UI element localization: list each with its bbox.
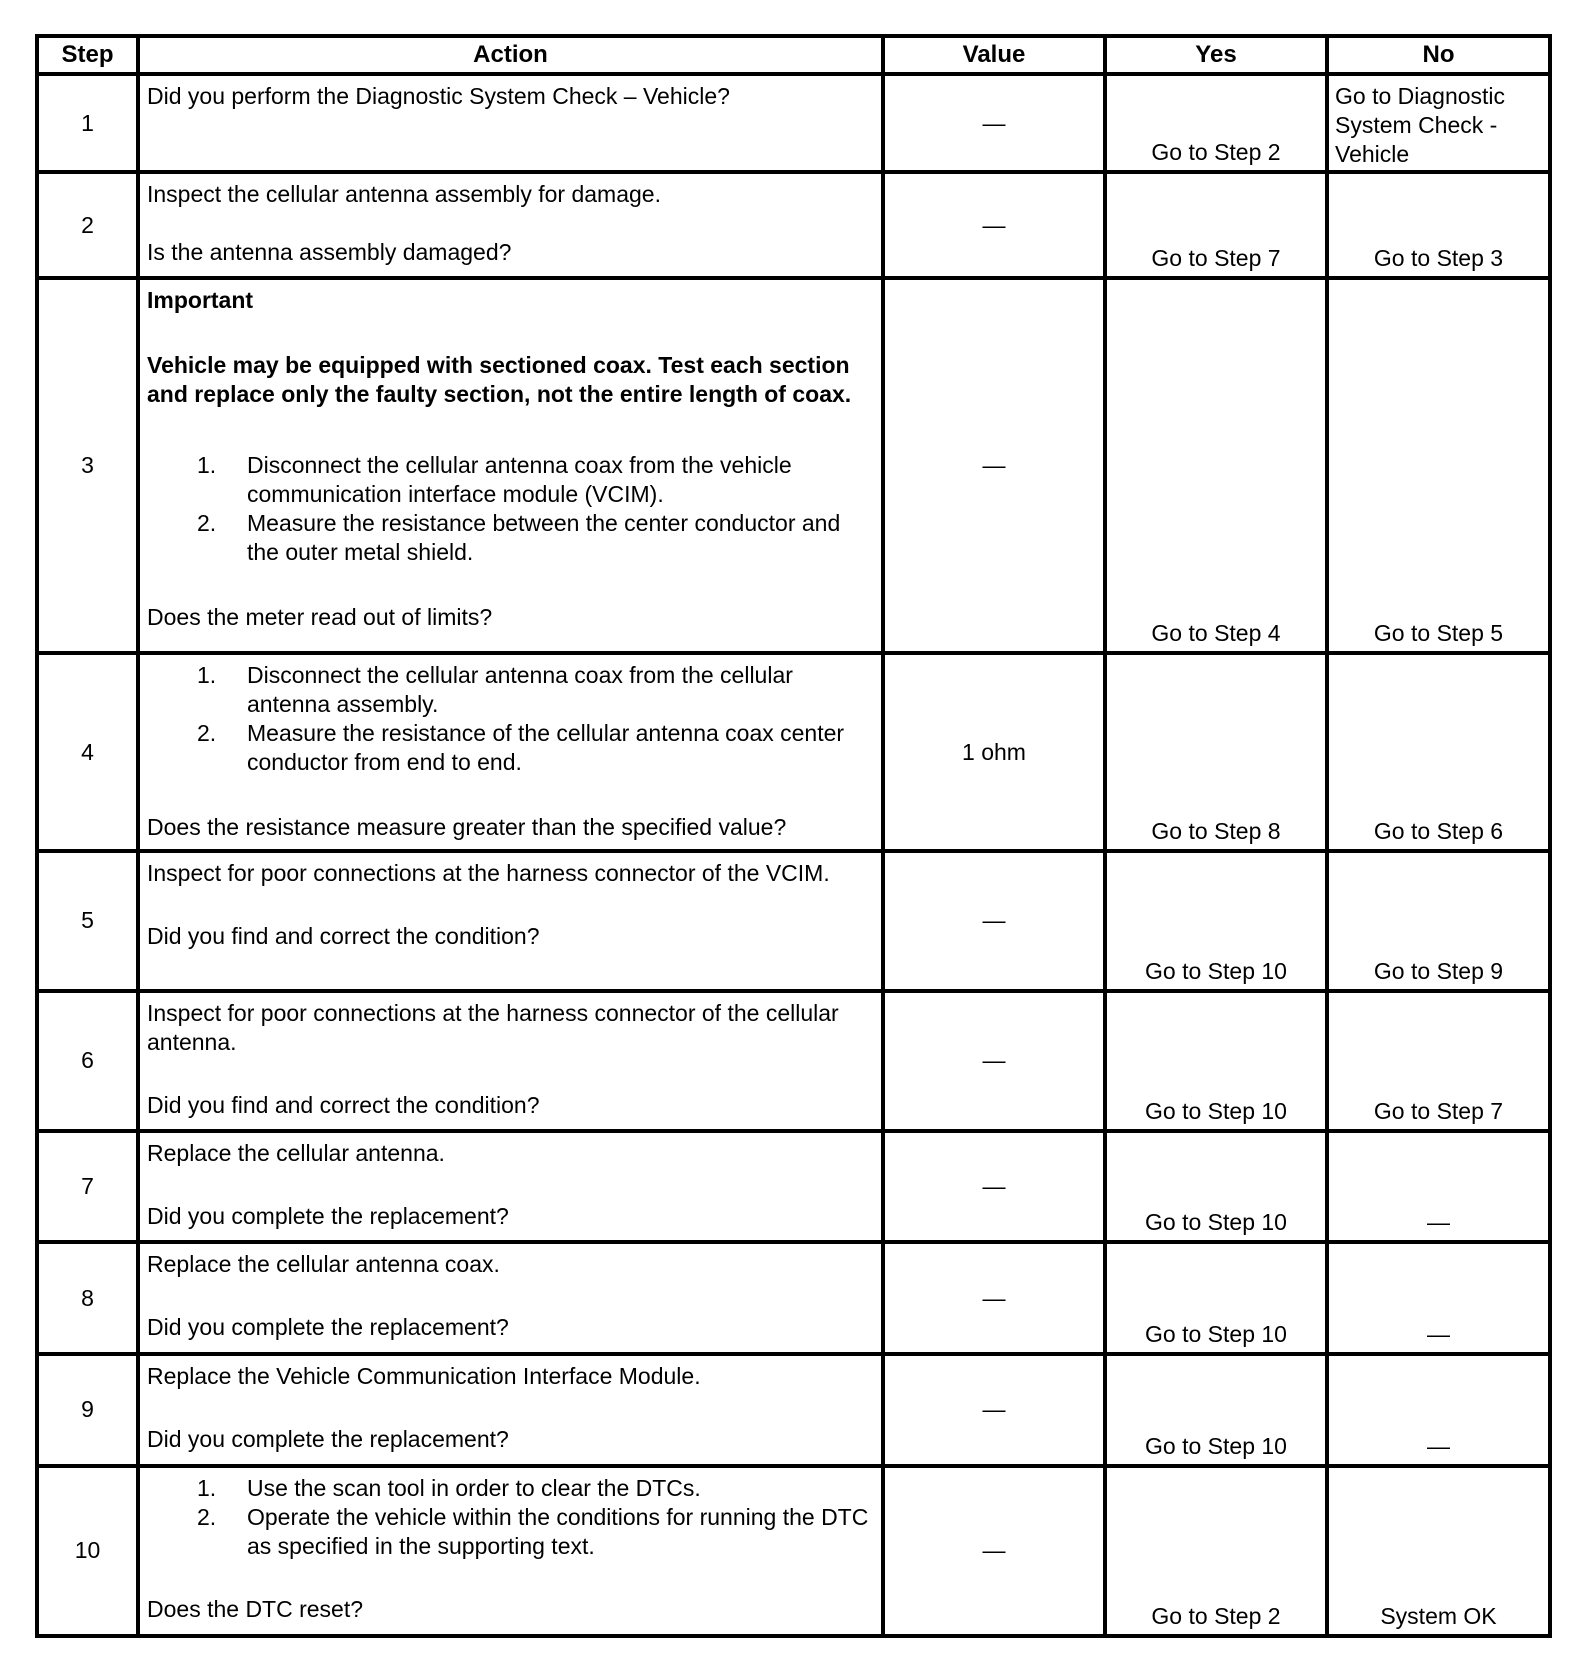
list-item [197,1503,873,1561]
action-cell [138,1242,883,1354]
diagnostic-table [35,34,1552,1638]
action-cell [138,851,883,991]
important-label: Important [147,286,254,313]
procedure-list [147,451,873,567]
no-cell: Go to Step 9 [1327,851,1550,991]
list-item [197,451,873,509]
step-number: 10 [37,1466,138,1636]
step-number: 2 [37,172,138,277]
procedure-list [147,661,873,777]
step-number: 6 [37,991,138,1131]
value-cell: — [883,278,1105,653]
action-intro: Inspect for poor connections at the harness connector of the VCIM. [147,859,830,886]
header-value: Value [883,36,1105,74]
table-row [37,991,1550,1131]
yes-cell: Go to Step 10 [1105,851,1327,991]
table-row [37,653,1550,851]
list-item-number: 1. [197,662,217,689]
list-item-text: Measure the resistance of the cellular antenna coax center conductor from end to end. [247,720,845,776]
value-cell: — [883,1131,1105,1243]
value-cell: — [883,991,1105,1131]
value-cell: — [883,851,1105,991]
yes-cell: Go to Step 8 [1105,653,1327,851]
important-text: Vehicle may be equipped with sectioned coax. Test each section and replace only the faulty section, not the entire length of coax. [147,351,852,407]
value-cell: 1 ohm [883,653,1105,851]
action-question: Does the DTC reset? [147,1595,364,1622]
step-number: 5 [37,851,138,991]
list-item-number: 1. [197,1474,217,1501]
table-row [37,278,1550,653]
no-cell: Go to Diagnostic System Check - Vehicle [1327,74,1550,172]
action-intro: Inspect for poor connections at the harness connector of the cellular antenna. [147,999,839,1055]
action-question: Is the antenna assembly damaged? [147,239,512,266]
step-number: 1 [37,74,138,172]
action-intro: Replace the Vehicle Communication Interface Module. [147,1362,701,1389]
table-row [37,1466,1550,1636]
list-item-number: 2. [197,1503,217,1530]
yes-cell: Go to Step 10 [1105,1354,1327,1466]
step-number: 8 [37,1242,138,1354]
action-text: Did you perform the Diagnostic System Check – Vehicle? [147,83,730,109]
no-cell: Go to Step 3 [1327,172,1550,277]
yes-cell: Go to Step 2 [1105,74,1327,172]
list-item-text: Disconnect the cellular antenna coax from the cellular antenna assembly. [247,662,793,718]
header-action: Action [138,36,883,74]
no-cell: — [1327,1131,1550,1243]
yes-cell: Go to Step 10 [1105,1242,1327,1354]
action-intro: Inspect the cellular antenna assembly for damage. [147,181,661,208]
action-question: Did you complete the replacement? [147,1314,509,1341]
no-cell: — [1327,1354,1550,1466]
table-row [37,1354,1550,1466]
value-cell: — [883,1354,1105,1466]
list-item-number: 1. [197,451,217,478]
action-question: Does the resistance measure greater than the specified value? [147,814,787,841]
no-cell: — [1327,1242,1550,1354]
yes-cell: Go to Step 4 [1105,278,1327,653]
list-item-number: 2. [197,720,217,747]
list-item-text: Operate the vehicle within the conditions for running the DTC as specified in the supporting text. [247,1503,869,1559]
list-item-text: Measure the resistance between the center conductor and the outer metal shield. [247,509,841,565]
action-cell [138,1131,883,1243]
action-question: Does the meter read out of limits? [147,603,493,630]
table-row [37,74,1550,172]
no-cell: Go to Step 7 [1327,991,1550,1131]
action-cell [138,1354,883,1466]
yes-cell: Go to Step 10 [1105,1131,1327,1243]
no-cell: Go to Step 5 [1327,278,1550,653]
action-intro: Replace the cellular antenna. [147,1139,445,1166]
action-cell [138,1466,883,1636]
step-number: 9 [37,1354,138,1466]
procedure-list [147,1474,873,1561]
value-cell: — [883,172,1105,277]
yes-cell: Go to Step 7 [1105,172,1327,277]
value-cell: — [883,1242,1105,1354]
action-intro: Replace the cellular antenna coax. [147,1251,500,1278]
value-cell: — [883,1466,1105,1636]
list-item [197,719,873,777]
list-item-number: 2. [197,509,217,536]
no-cell: Go to Step 6 [1327,653,1550,851]
table-row [37,172,1550,277]
step-number: 4 [37,653,138,851]
action-cell [138,653,883,851]
yes-cell: Go to Step 2 [1105,1466,1327,1636]
action-question: Did you find and correct the condition? [147,1091,540,1118]
header-row [37,36,1550,74]
value-cell: — [883,74,1105,172]
step-number: 7 [37,1131,138,1243]
list-item [197,1474,873,1503]
action-question: Did you find and correct the condition? [147,922,540,949]
list-item-text: Disconnect the cellular antenna coax from the vehicle communication interface module (VCIM). [247,451,792,507]
action-cell [138,172,883,277]
action-cell [138,278,883,653]
header-no: No [1327,36,1550,74]
list-item-text: Use the scan tool in order to clear the DTCs. [247,1474,701,1501]
header-step: Step [37,36,138,74]
table-row [37,851,1550,991]
header-yes: Yes [1105,36,1327,74]
list-item [197,661,873,719]
action-cell [138,991,883,1131]
action-question: Did you complete the replacement? [147,1202,509,1229]
table-row [37,1131,1550,1243]
list-item [197,509,873,567]
no-cell: System OK [1327,1466,1550,1636]
action-question: Did you complete the replacement? [147,1425,509,1452]
table-row [37,1242,1550,1354]
step-number: 3 [37,278,138,653]
action-cell [138,74,883,172]
yes-cell: Go to Step 10 [1105,991,1327,1131]
